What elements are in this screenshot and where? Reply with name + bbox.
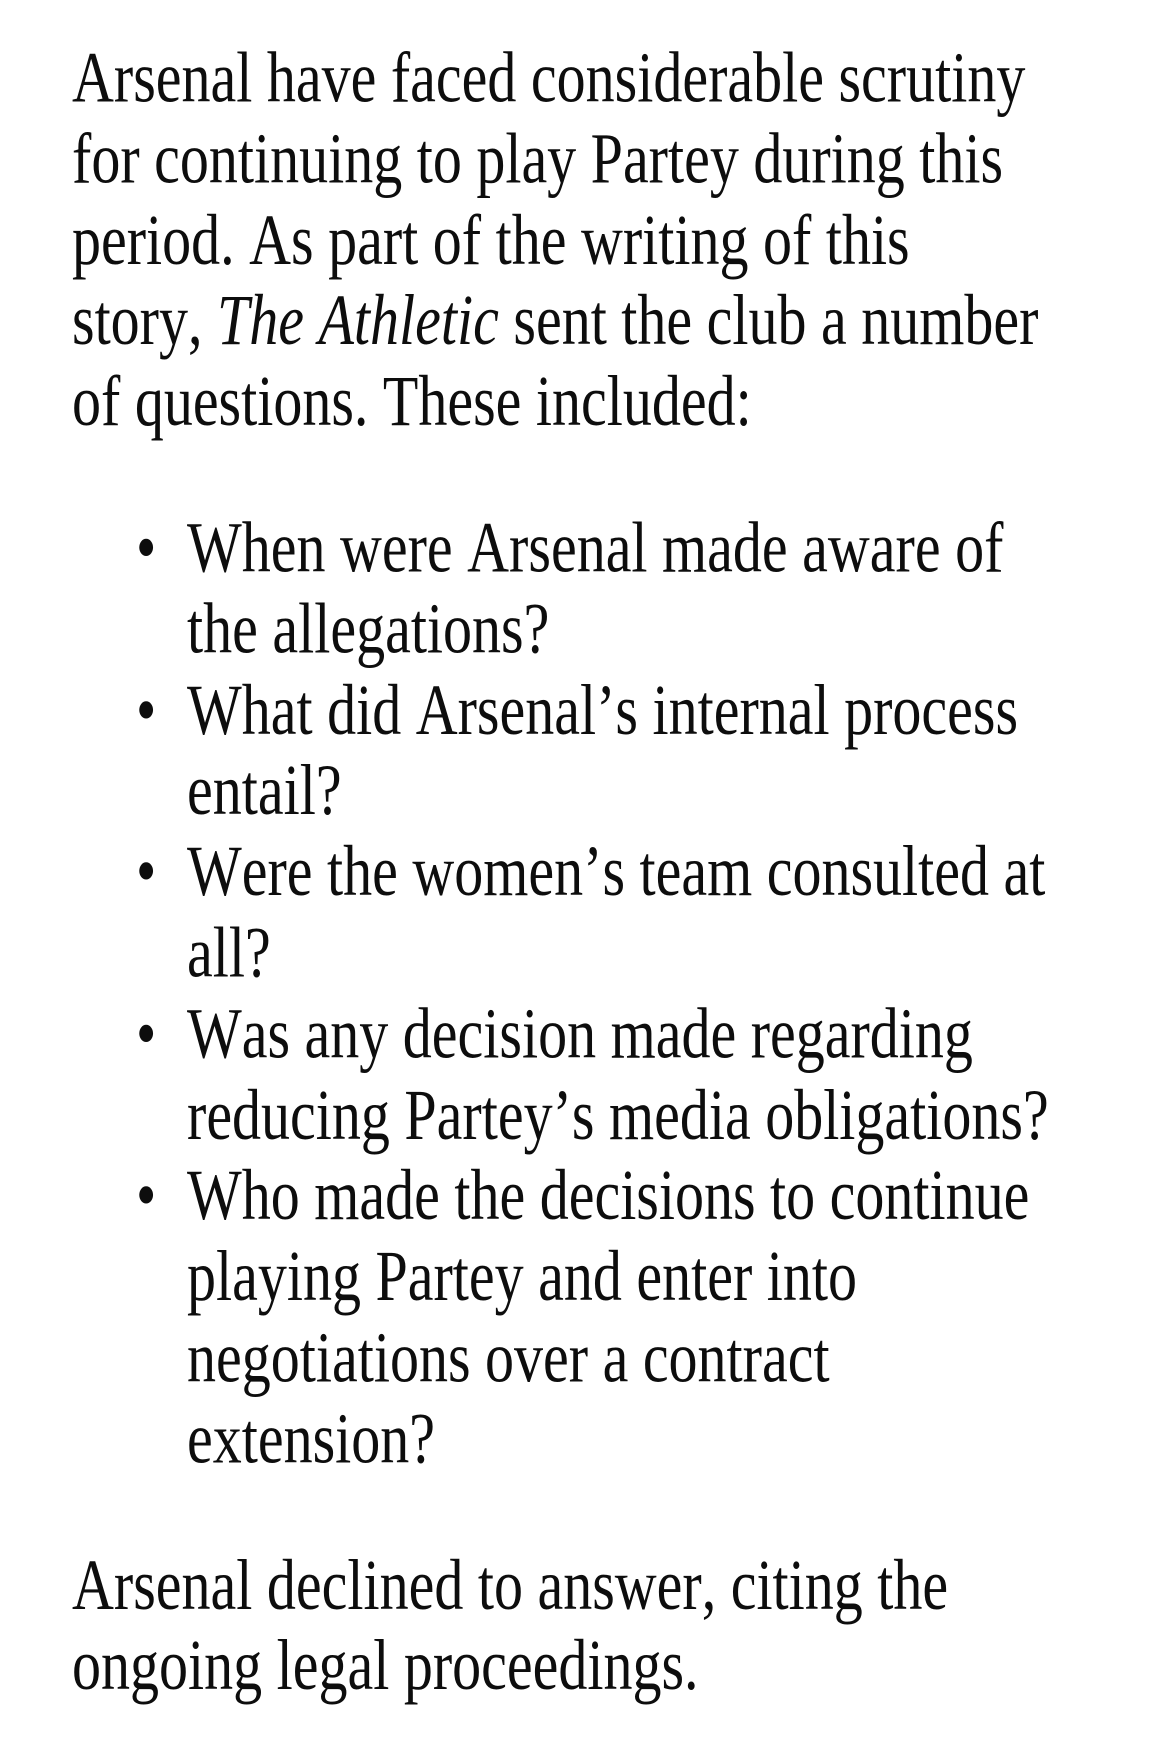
question-text: Who made the decisions to continue playing Partey and enter into negotiations over a contract extension? bbox=[187, 1154, 1030, 1479]
question-text: When were Arsenal made aware of the allegations? bbox=[187, 506, 1004, 669]
bullet-icon: • bbox=[136, 506, 157, 588]
closing-paragraph: Arsenal declined to answer, citing the ongoing legal proceedings. bbox=[72, 1543, 949, 1706]
question-text: Were the women’s team consulted at all? bbox=[187, 830, 1046, 993]
question-text: Was any decision made regarding reducing Partey’s media obligations? bbox=[187, 992, 1049, 1155]
intro-text-after: sent the club a number of questions. These included: bbox=[72, 279, 1039, 442]
bullet-icon: • bbox=[136, 992, 157, 1074]
intro-paragraph bbox=[72, 38, 1052, 443]
question-text: What did Arsenal’s internal process entail? bbox=[187, 668, 1019, 831]
bullet-icon: • bbox=[136, 1154, 157, 1236]
list-item bbox=[72, 993, 1052, 1155]
questions-list bbox=[72, 507, 1052, 1479]
list-item bbox=[72, 831, 1052, 993]
article-body bbox=[72, 0, 1052, 1706]
bullet-icon: • bbox=[136, 830, 157, 912]
list-item bbox=[72, 669, 1052, 831]
publication-name: The Athletic bbox=[217, 279, 499, 361]
intro-text-before: Arsenal have faced considerable scrutiny for continuing to play Partey during this period. As part of the writing of this story, bbox=[72, 36, 1026, 361]
list-item bbox=[72, 1155, 1052, 1479]
bullet-icon: • bbox=[136, 668, 157, 750]
list-item bbox=[72, 507, 1052, 669]
